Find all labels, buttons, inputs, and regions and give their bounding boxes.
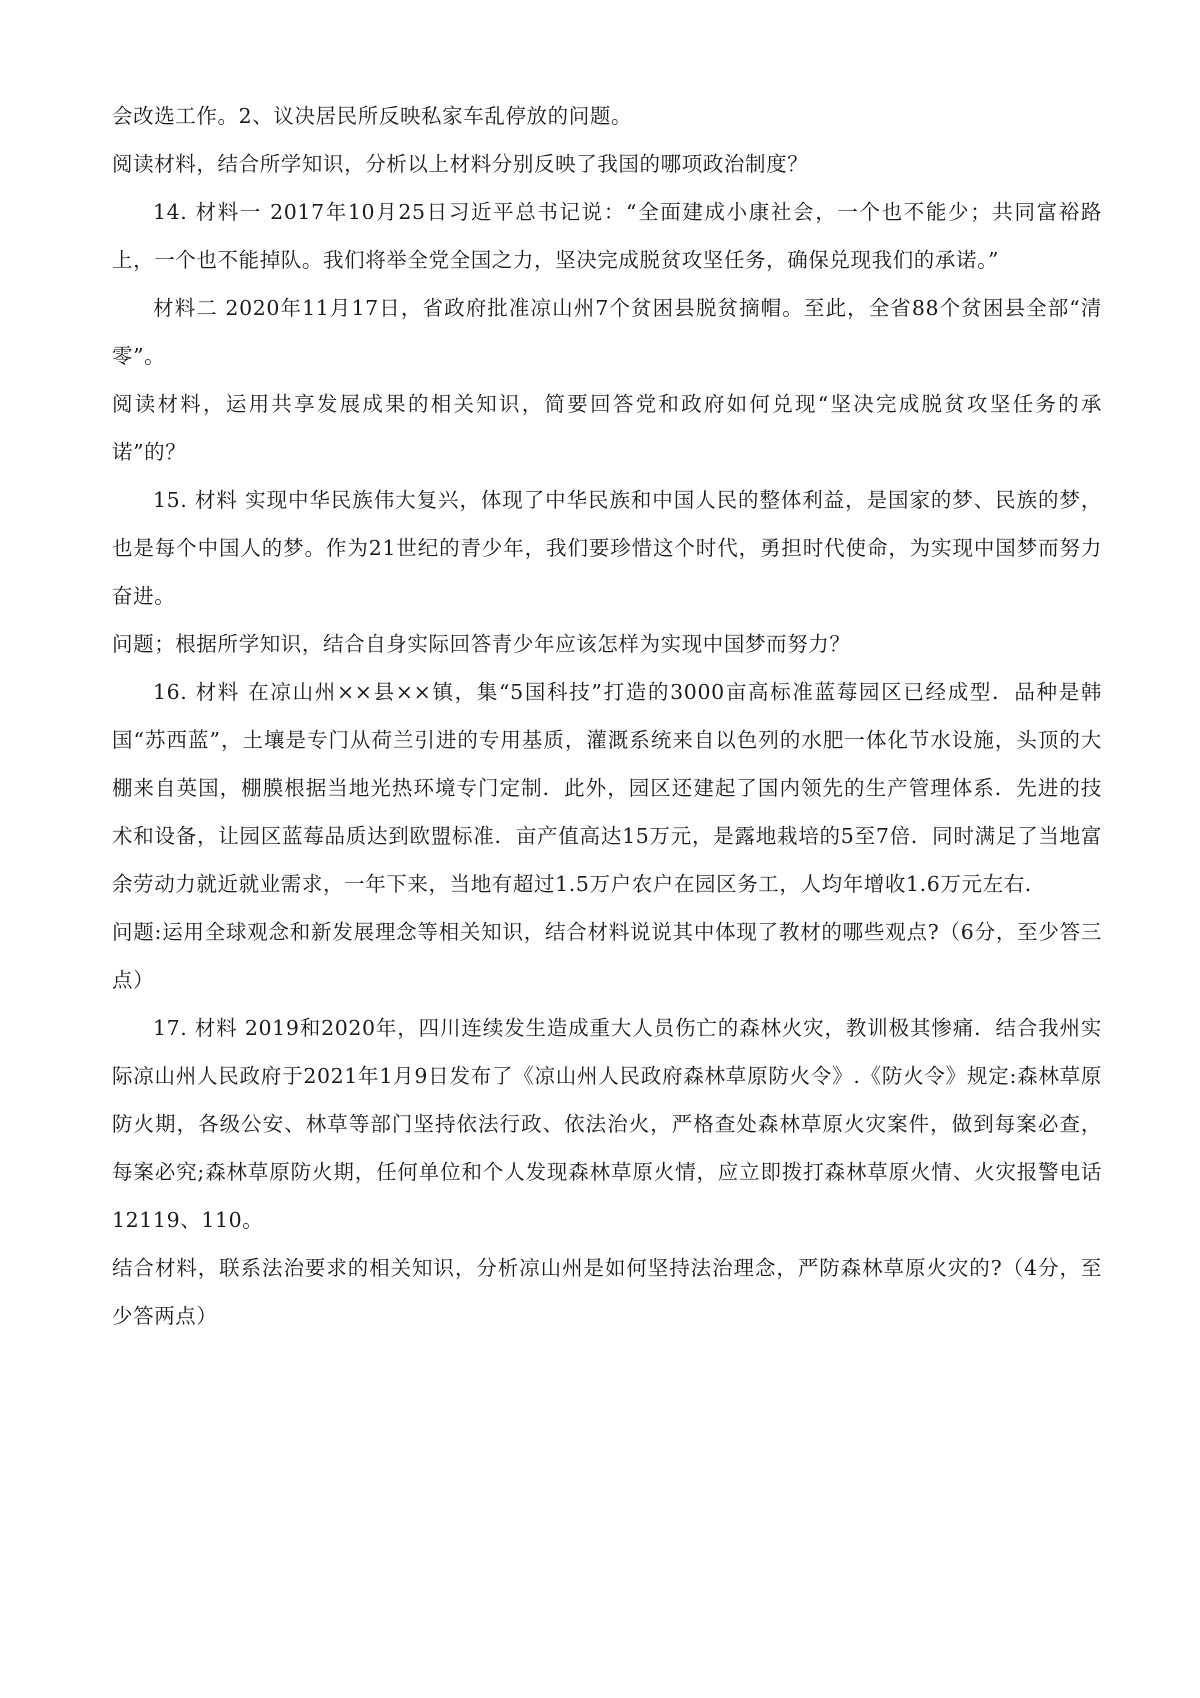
q14-question: 阅读材料，运用共享发展成果的相关知识，简要回答党和政府如何兑现“坚决完成脱贫攻坚任务的承诺”的？	[112, 392, 1102, 464]
q14-material-two: 材料二 2020年11月17日，省政府批准凉山州7个贫困县脱贫摘帽。至此，全省88个贫困县全部“清零”。	[112, 296, 1102, 368]
q15-question: 问题；根据所学知识，结合自身实际回答青少年应该怎样为实现中国梦而努力？	[112, 632, 851, 656]
q14-material-one: 14. 材料一 2017年10月25日习近平总书记说：“全面建成小康社会，一个也不能少；共同富裕路上，一个也不能掉队。我们将举全党全国之力，坚决完成脱贫攻坚任务，确保兑现我们的承诺。”	[112, 200, 1102, 272]
q17-question: 结合材料，联系法治要求的相关知识，分析凉山州是如何坚持法治理念，严防森林草原火灾的?（4分，至少答两点）	[112, 1256, 1102, 1328]
q13-continuation: 会改选工作。2、议决居民所反映私家车乱停放的问题。	[112, 104, 633, 128]
q15-material: 15. 材料 实现中华民族伟大复兴，体现了中华民族和中国人民的整体利益，是国家的梦、民族的梦，也是每个中国人的梦。作为21世纪的青少年，我们要珍惜这个时代，勇担时代使命，为实现中国梦而努力奋进。	[112, 488, 1102, 608]
q17-material: 17. 材料 2019和2020年，四川连续发生造成重大人员伤亡的森林火灾，教训极其惨痛．结合我州实际凉山州人民政府于2021年1月9日发布了《凉山州人民政府森林草原防火令》.《防火令》规定:森林草原防火期，各级公安、林草等部门坚持依法行政、依法治火，严格查处森林草原火灾案件，做到每案必查，每案必究;森林草原防火期，任何单位和个人发现森林草原火情，应立即拨打森林草原火情、火灾报警电话12119、110。	[112, 1016, 1102, 1232]
document-body	[112, 92, 1102, 1340]
q16-question: 问题:运用全球观念和新发展理念等相关知识，结合材料说说其中体现了教材的哪些观点?（6分，至少答三点）	[112, 920, 1102, 992]
q16-material: 16. 材料 在凉山州××县××镇，集“5国科技”打造的3000亩高标准蓝莓园区已经成型．品种是韩国“苏西蓝”，土壤是专门从荷兰引进的专用基质，灌溉系统来自以色列的水肥一体化节水设施，头顶的大棚来自英国，棚膜根据当地光热环境专门定制．此外，园区还建起了国内领先的生产管理体系．先进的技术和设备，让园区蓝莓品质达到欧盟标准．亩产值高达15万元，是露地栽培的5至7倍．同时满足了当地富余劳动力就近就业需求，一年下来，当地有超过1.5万户农户在园区务工，人均年增收1.6万元左右．	[112, 680, 1102, 896]
q13-question: 阅读材料，结合所学知识，分析以上材料分别反映了我国的哪项政治制度？	[112, 152, 809, 176]
